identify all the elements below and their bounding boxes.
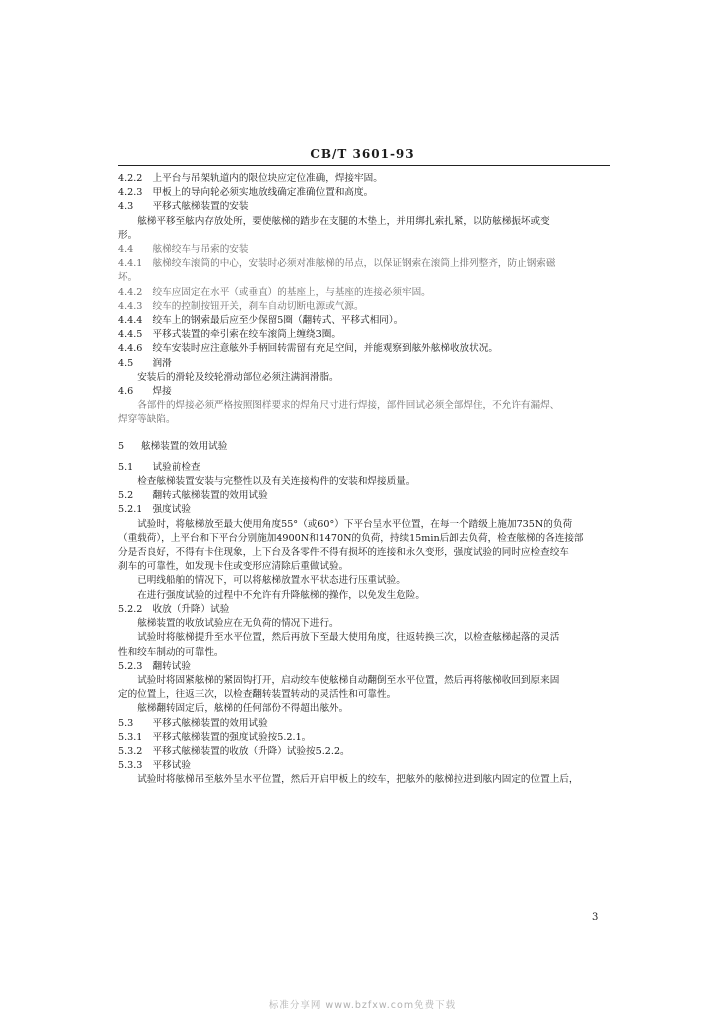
body-line: 在进行强度试验的过程中不允许有升降舷梯的操作，以免发生危险。 bbox=[137, 589, 425, 601]
clause-heading: 试验前检查 bbox=[152, 461, 201, 473]
clause-5-3-3 bbox=[118, 759, 610, 773]
clause-4-4 bbox=[118, 243, 610, 257]
clause-number: 4.6 bbox=[118, 386, 134, 398]
clause-heading: 强度试验 bbox=[152, 504, 191, 516]
clause-number: 4.4.3 bbox=[118, 300, 143, 312]
body-line: 舷梯翻转固定后，舷梯的任何部份不得超出舷外。 bbox=[137, 703, 349, 715]
body-line: 各部件的焊接必须严格按照图样要求的焊角尺寸进行焊接，部件回试必须全部焊住，不允许有漏焊、 bbox=[137, 400, 560, 412]
body-line: 试验时，将舷梯放至最大使用角度55°（或60°）下平台呈水平位置，在每一个踏级上施加735N的负荷 bbox=[137, 518, 573, 530]
body-line: 性和绞车制动的可靠性。 bbox=[118, 646, 224, 658]
clause-4-2-3 bbox=[118, 186, 610, 200]
clause-4-4-2 bbox=[118, 286, 610, 300]
clause-text: 舷梯绞车滚筒的中心，安装时必须对准舷梯的吊点，以保证钢索在滚筒上排列整齐，防止钢索磁 bbox=[152, 258, 556, 270]
body-line: 试验时将固紧舷梯的紧固钩打开，启动绞车使舷梯自动翻倒至水平位置，然后再将舷梯收回到原来固 bbox=[137, 674, 560, 686]
clause-5-2-2 bbox=[118, 603, 610, 617]
clause-5-3 bbox=[118, 717, 610, 731]
clause-heading: 收放（升降）试验 bbox=[152, 603, 230, 615]
body-line: 试验时将舷梯吊至舷外呈水平位置，然后开启甲板上的绞车，把舷外的舷梯拉进到舷内固定的位置上后， bbox=[137, 774, 579, 786]
section-5 bbox=[118, 440, 610, 454]
clause-heading: 平移式舷梯装置的安装 bbox=[152, 201, 249, 213]
page-body bbox=[118, 172, 610, 788]
clause-number: 4.3 bbox=[118, 201, 134, 213]
body-line: 定的位置上，往返三次，以检查翻转装置转动的灵活性和可靠性。 bbox=[118, 689, 397, 701]
clause-5-2-1 bbox=[118, 503, 610, 517]
clause-5-2-3 bbox=[118, 660, 610, 674]
body-line: 已明线船舶的情况下，可以将舷梯放置水平状态进行压重试验。 bbox=[137, 575, 406, 587]
body-line: 试验时将舷梯提升至水平位置，然后再放下至最大使用角度，往返转换三次，以检查舷梯起落的灵活 bbox=[137, 632, 560, 644]
clause-heading: 润滑 bbox=[152, 357, 172, 369]
clause-number: 4.5 bbox=[118, 357, 134, 369]
clause-text: 上平台与吊架轨道内的限位块应定位准确，焊接牢固。 bbox=[152, 173, 383, 184]
clause-number: 4.4.4 bbox=[118, 315, 143, 327]
clause-heading: 平移试验 bbox=[152, 760, 191, 772]
clause-text: 平移式舷梯装置的收放（升降）试验按5.2.2。 bbox=[152, 745, 350, 757]
clause-text: 绞车的控制按钮开关，刹车自动切断电源或气源。 bbox=[152, 300, 364, 312]
clause-5-3-2 bbox=[118, 745, 610, 759]
clause-number: 4.4.6 bbox=[118, 343, 143, 355]
clause-number: 5.3.3 bbox=[118, 760, 143, 772]
section-number: 5 bbox=[118, 440, 125, 452]
body-line: 舷梯平移至舷内存放处所，要使舷梯的踏步在支腿的木垫上，并用绑扎索扎紧，以防舷梯振坏或变 bbox=[137, 215, 550, 227]
clause-5-3-1 bbox=[118, 731, 610, 745]
clause-number: 5.3.1 bbox=[118, 731, 143, 743]
clause-4-5 bbox=[118, 357, 610, 371]
clause-text: 平移式舷梯装置的强度试验按5.2.1。 bbox=[152, 731, 312, 743]
clause-text: 平移式装置的牵引索在绞车滚筒上缠绕3圈。 bbox=[152, 329, 341, 341]
clause-heading: 翻转试验 bbox=[152, 660, 191, 672]
clause-number: 4.2.2 bbox=[118, 173, 143, 184]
clause-heading: 焊接 bbox=[152, 386, 172, 398]
clause-4-4-4 bbox=[118, 314, 610, 328]
clause-4-3 bbox=[118, 200, 610, 214]
clause-text: 绞车上的钢索最后应至少保留5圈（翻转式、平移式相同）。 bbox=[152, 315, 404, 327]
clause-text: 甲板上的导向轮必须实地放线确定准确位置和高度。 bbox=[152, 187, 374, 199]
body-line: （重载荷），上平台和下平台分别施加4900N和1470N的负荷，持续15min后卸去负荷，检查舷梯的各连接部 bbox=[118, 532, 584, 544]
watermark-footer: 标准分享网 www.bzfxw.com免费下载 bbox=[268, 1000, 457, 1011]
clause-number: 4.4.1 bbox=[118, 258, 143, 270]
clause-4-4-5 bbox=[118, 328, 610, 342]
clause-4-4-1 bbox=[118, 257, 610, 271]
body-line: 坏。 bbox=[118, 272, 138, 284]
clause-number: 5.2.2 bbox=[118, 603, 143, 615]
clause-number: 5.2 bbox=[118, 490, 134, 502]
clause-5-1 bbox=[118, 461, 610, 475]
clause-heading: 翻转式舷梯装置的效用试验 bbox=[152, 490, 268, 502]
clause-number: 4.4 bbox=[118, 244, 134, 256]
body-line: 舷梯装置的收放试验应在无负荷的情况下进行。 bbox=[137, 618, 339, 630]
body-line: 分是否良好，不得有卡住现象，上下台及各零件不得有损坏的连接和永久变形，强度试验的同时应检查绞车 bbox=[118, 547, 569, 559]
body-line: 检查舷梯装置安装与完整性以及有关连接构件的安装和焊接质量。 bbox=[137, 476, 416, 488]
clause-4-2-2 bbox=[118, 172, 610, 186]
header-rule bbox=[118, 165, 610, 166]
clause-number: 5.2.1 bbox=[118, 504, 143, 516]
section-heading: 舷梯装置的效用试验 bbox=[141, 440, 228, 452]
body-line: 安装后的滑轮及绞轮滑动部位必须注满润滑脂。 bbox=[137, 371, 339, 383]
body-line: 形。 bbox=[118, 229, 138, 241]
clause-number: 4.2.3 bbox=[118, 187, 143, 199]
page-number: 3 bbox=[592, 912, 599, 923]
clause-number: 5.2.3 bbox=[118, 660, 143, 672]
clause-number: 4.4.5 bbox=[118, 329, 143, 341]
standard-code-header: CB/T 3601-93 bbox=[310, 147, 415, 161]
body-line: 焊穿等缺陷。 bbox=[118, 414, 176, 426]
clause-number: 4.4.2 bbox=[118, 286, 143, 298]
clause-number: 5.1 bbox=[118, 461, 134, 473]
clause-4-4-6 bbox=[118, 342, 610, 356]
clause-text: 绞车应固定在水平（或垂直）的基座上，与基座的连接必须牢固。 bbox=[152, 286, 431, 298]
clause-heading: 平移式舷梯装置的效用试验 bbox=[152, 717, 268, 729]
clause-5-2 bbox=[118, 489, 610, 503]
clause-heading: 舷梯绞车与吊索的安装 bbox=[152, 244, 249, 256]
clause-4-6 bbox=[118, 385, 610, 399]
body-line: 刹车的可靠性，如发现卡住或变形应清除后重做试验。 bbox=[118, 561, 349, 573]
clause-text: 绞车安装时应注意舷外手柄回转需留有充足空间，并能观察到舷外舷梯收放状况。 bbox=[152, 343, 498, 355]
clause-number: 5.3 bbox=[118, 717, 134, 729]
clause-4-4-3 bbox=[118, 300, 610, 314]
clause-number: 5.3.2 bbox=[118, 745, 143, 757]
